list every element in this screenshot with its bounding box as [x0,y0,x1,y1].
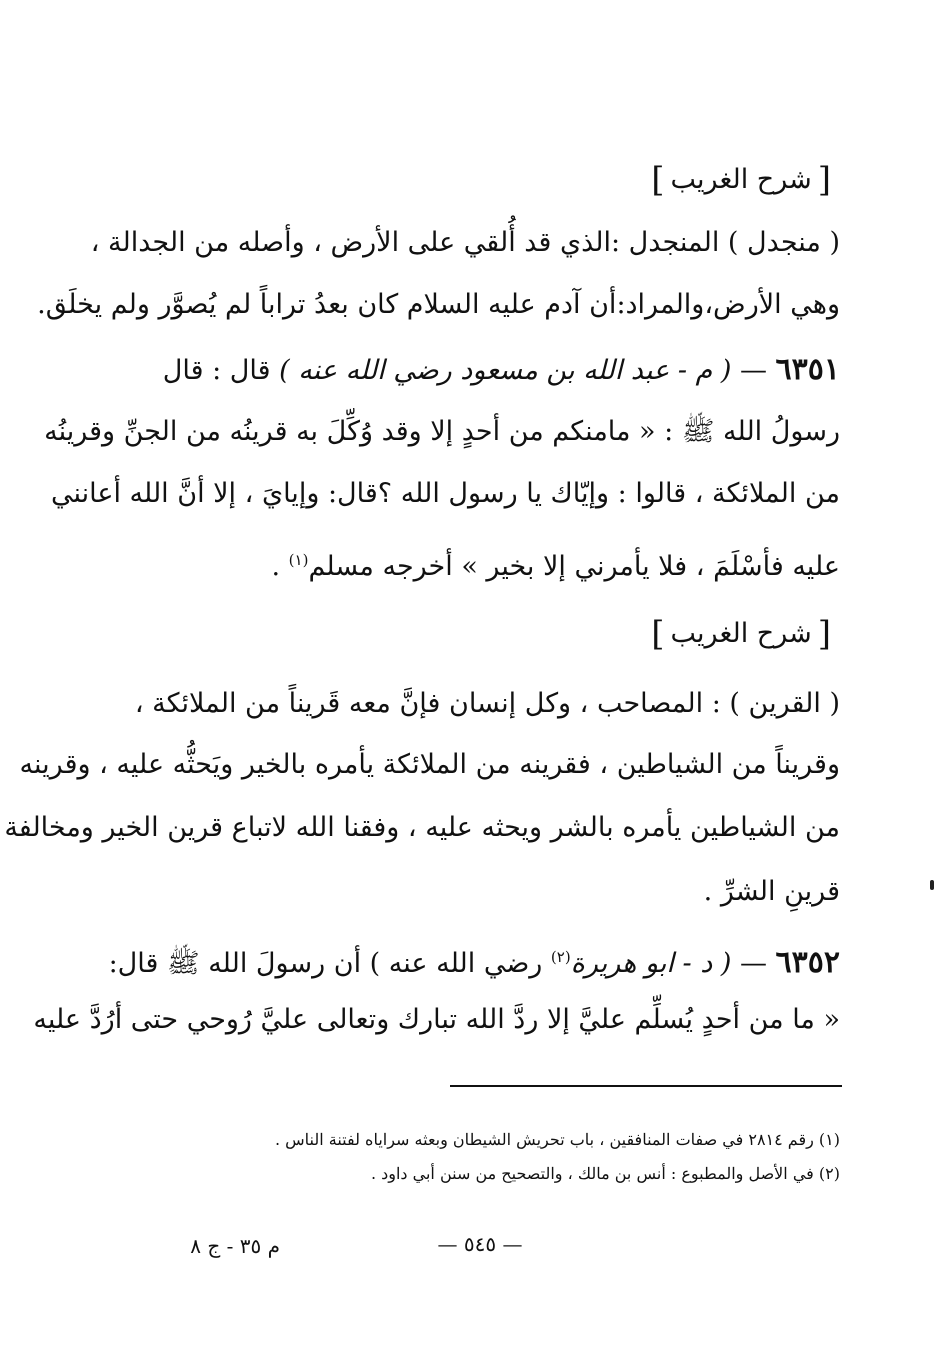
hadith-source: ( د - ابو هريرة [570,948,732,979]
section-heading-gharib-1 [645,160,837,200]
hadith-number: ٦٣٥١ [775,352,840,387]
left-bracket: [ [817,160,831,200]
left-bracket: [ [817,614,831,654]
footnote-2: (٢) في الأصل والمطبوع : أنس بن مالك ، والتصحيح من سنن أبي داود . [370,1164,840,1183]
hadith-intro: قال : قال [162,355,271,386]
hadith-end-mark: . [271,551,289,582]
hadith-6351-line-1: رسولُ الله ﷺ : « مامنكم من أحدٍ إلا وقد وُكِّلَ به قرينُه من الجنِّ وقرينُه [44,416,840,447]
hadith-text: عليه فأسْلَمَ ، فلا يأمرني إلا بخير » أخرجه مسلم [308,551,840,582]
gharib-1-line-1: ( منجدل ) المنجدل :الذي قد أُلقي على الأرض ، وأصله من الجدالة ، [90,227,840,258]
hadith-intro: أن رسولَ الله ﷺ قال: [108,948,362,979]
hadith-6351-line-3 [100,540,840,587]
hadith-number: ٦٣٥٢ [775,945,840,980]
gharib-2-line-4: قرينِ الشرِّ . [703,876,840,907]
footnote-1: (١) رقم ٢٨١٤ في صفات المنافقين ، باب تحريش الشيطان وبعثه سراياه لفتنة الناس . [274,1130,840,1149]
hadith-6352-line-1: « ما من أحدٍ يُسلِّم عليَّ إلا ردَّ الله تبارك وتعالى عليَّ رُوحي حتى أرُدَّ عليه [33,1004,840,1035]
hadith-6352-header [100,937,840,984]
hadith-dash: — [739,355,767,386]
gharib-2-line-3: من الشياطين يأمره بالشر ويحثه عليه ، وفقنا الله لاتباع قرين الخير ومخالفة [4,812,840,843]
right-bracket: ] [651,614,665,654]
hadith-6351-header [100,350,840,391]
hadith-dash: — [739,948,767,979]
heading-text: شرح الغريب [670,164,812,195]
page-number: — ٥٤٥ — [437,1232,523,1256]
footnote-marker: (٢) [550,948,571,966]
right-bracket: ] [651,160,665,200]
gharib-2-line-2: وقريناً من الشياطين ، فقرينه من الملائكة يأمره بالخير ويَحثُّه عليه ، وقرينه [19,749,840,780]
footnote-marker: (١) [288,551,309,569]
section-heading-gharib-2 [645,614,837,654]
gharib-2-line-1: ( القرين ) : المصاحب ، وكل إنسان فإنَّ معه قَريناً من الملائكة ، [134,688,840,719]
gharib-1-line-2: وهي الأرض،والمراد:أن آدم عليه السلام كان بعدُ تراباً لم يُصوَّر ولم يخلَق. [37,289,840,320]
hadith-source-tail: رضي الله عنه ) [369,948,543,979]
footnote-separator [450,1085,842,1087]
hadith-6351-line-2: من الملائكة ، قالوا : وإيّاك يا رسول الله ؟قال: وإيايَ ، إلا أنَّ الله أعانني [50,478,840,509]
scan-speck [930,880,934,890]
heading-text: شرح الغريب [670,618,812,649]
hadith-source: ( م - عبد الله بن مسعود رضي الله عنه ) [279,355,732,386]
signature-mark: م ٣٥ - ج ٨ [190,1234,280,1258]
